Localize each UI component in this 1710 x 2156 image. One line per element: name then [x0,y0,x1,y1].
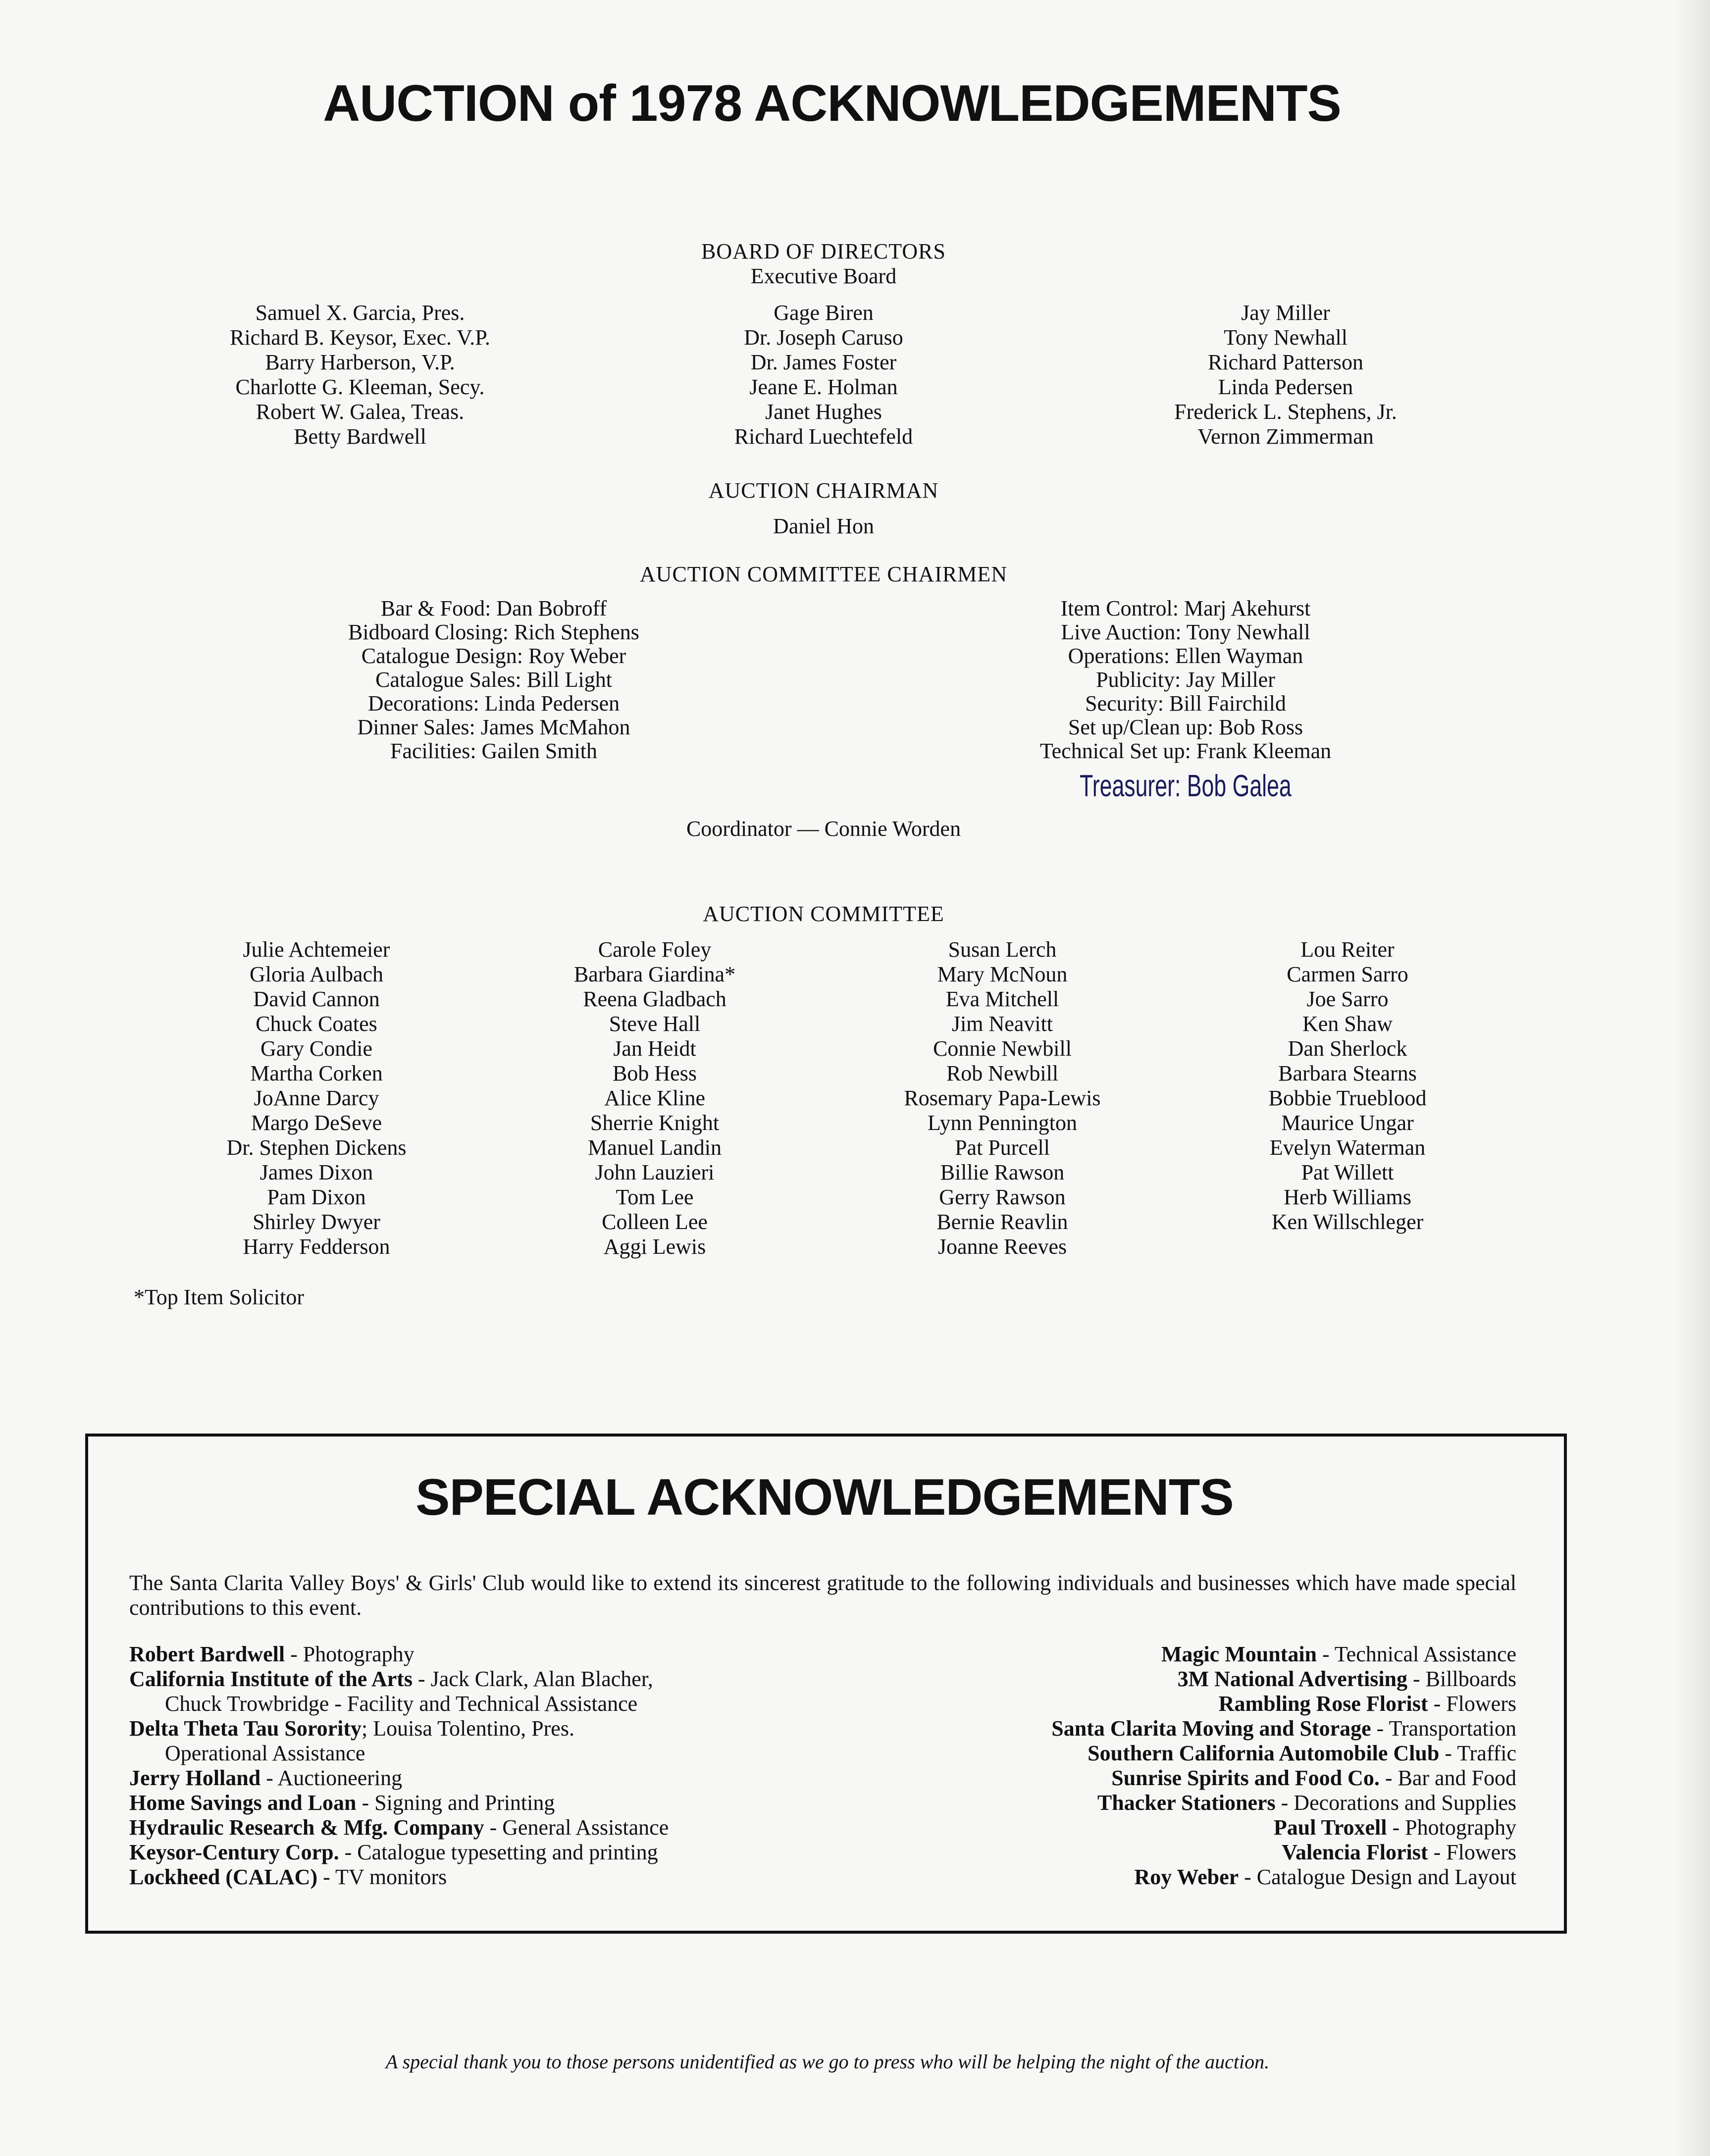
contribution-description: - Flowers [1428,1692,1516,1716]
list-item: Gage Biren [774,301,874,325]
list-item: Alice Kline [604,1086,706,1110]
board-column-2 [601,301,1046,449]
committee-chairmen-heading: AUCTION COMMITTEE CHAIRMEN [639,562,1008,586]
list-item: Maurice Ungar [1281,1111,1414,1135]
list-item: Billie Rawson [940,1160,1065,1184]
acknowledgement-item [1051,1791,1516,1815]
list-item: Janet Hughes [765,400,882,424]
committee-heading: AUCTION COMMITTEE [703,902,944,926]
list-item: Carole Foley [598,937,712,962]
special-intro: The Santa Clarita Valley Boys' & Girls' Club would like to extend its sincerest gratitude to the following individuals and businesses which have made special contributions to this event. [129,1571,1516,1620]
board-column-1 [137,301,583,449]
contributor-name: Santa Clarita Moving and Storage [1051,1716,1371,1741]
list-item: Frederick L. Stephens, Jr. [1174,400,1397,424]
list-item: Tony Newhall [1224,325,1347,350]
acknowledgement-item [1051,1692,1516,1716]
list-item: Ken Willschleger [1271,1210,1424,1234]
treasurer-line: Treasurer: Bob Galea [1080,769,1292,803]
acknowledgement-item [129,1791,669,1815]
page-edge-shadow [1675,0,1710,2156]
acknowledgement-item [1051,1766,1516,1791]
list-item: Lou Reiter [1300,937,1395,962]
contribution-description: - Auctioneering [260,1766,403,1790]
list-item: Mary McNoun [937,962,1068,986]
contributor-name: Valencia Florist [1282,1840,1428,1864]
list-item: Charlotte G. Kleeman, Secy. [235,375,485,399]
acknowledgement-item [1051,1741,1516,1766]
list-item: Vernon Zimmerman [1197,424,1374,449]
list-item: Steve Hall [609,1012,701,1036]
list-item: Bar & Food: Dan Bobroff [380,596,607,620]
list-item: Barbara Stearns [1278,1061,1417,1085]
acknowledgement-item [129,1642,669,1667]
chairman-heading: AUCTION CHAIRMAN [708,478,939,503]
committee-footnote: *Top Item Solicitor [134,1285,304,1309]
list-item: Richard B. Keysor, Exec. V.P. [230,325,490,350]
list-item: Sherrie Knight [590,1111,720,1135]
list-item: Rob Newbill [946,1061,1059,1085]
acknowledgement-item [129,1766,669,1791]
list-item: James Dixon [259,1160,373,1184]
list-item: Connie Newbill [933,1036,1072,1061]
list-item: Harry Fedderson [243,1234,390,1259]
acknowledgement-item [129,1815,669,1840]
list-item: Jeane E. Holman [749,375,898,399]
list-item: Betty Bardwell [294,424,426,449]
contributor-name: Rambling Rose Florist [1218,1692,1428,1716]
contribution-description: - Catalogue typesetting and printing [339,1840,658,1864]
special-right-list [1051,1642,1516,1890]
list-item: Margo DeSeve [251,1111,382,1135]
chairman-name: Daniel Hon [773,514,875,538]
treasurer-line-wrap [938,769,1433,804]
list-item: Pat Willett [1301,1160,1394,1184]
acknowledgement-item [129,1716,669,1741]
list-item: Robert W. Galea, Treas. [256,400,465,424]
list-item: Carmen Sarro [1287,962,1408,986]
acknowledgement-item [1051,1840,1516,1865]
list-item: Reena Gladbach [583,987,726,1011]
list-item: Bidboard Closing: Rich Stephens [348,620,639,644]
list-item: JoAnne Darcy [254,1086,379,1110]
contribution-description: Operational Assistance [165,1741,365,1765]
list-item: Barbara Giardina* [573,962,736,986]
list-item: Jim Neavitt [951,1012,1053,1036]
board-heading: BOARD OF DIRECTORS [701,239,946,263]
list-item: Jan Heidt [613,1036,696,1061]
list-item: Pam Dixon [267,1185,366,1209]
contributor-name: Jerry Holland [129,1766,261,1790]
acknowledgement-item [1051,1667,1516,1692]
list-item: Ken Shaw [1302,1012,1393,1036]
contribution-description: - Signing and Printing [356,1791,555,1815]
contribution-description: - Billboards [1407,1667,1516,1691]
contributor-name: Delta Theta Tau Sorority [129,1716,362,1741]
list-item: Dan Sherlock [1288,1036,1407,1061]
acknowledgement-item [1051,1642,1516,1667]
acknowledgement-item [129,1741,669,1766]
contribution-description: - Bar and Food [1379,1766,1516,1790]
list-item: Tom Lee [616,1185,694,1209]
list-item: Pat Purcell [955,1135,1050,1160]
list-item: Gerry Rawson [939,1185,1066,1209]
committee-column-4 [1125,937,1570,1234]
list-item: Security: Bill Fairchild [1085,691,1286,716]
contribution-description: - Flowers [1428,1840,1516,1864]
contribution-description: - Traffic [1439,1741,1516,1765]
list-item: Decorations: Linda Pedersen [367,691,620,716]
contributor-name: Hydraulic Research & Mfg. Company [129,1815,484,1840]
list-item: Richard Luechtefeld [734,424,913,449]
contributor-name: Thacker Stationers [1097,1791,1276,1815]
list-item: Martha Corken [250,1061,383,1085]
contributor-name: Paul Troxell [1273,1815,1387,1840]
contributor-name: Robert Bardwell [129,1642,285,1666]
list-item: Dr. Stephen Dickens [226,1135,407,1160]
contribution-description: - Photography [285,1642,415,1666]
list-item: Bernie Reavlin [936,1210,1068,1234]
list-item: Colleen Lee [602,1210,708,1234]
chairmen-right-list [938,597,1433,763]
list-item: Item Control: Marj Akehurst [1060,596,1311,620]
acknowledgement-item [129,1840,669,1865]
contributor-name: Magic Mountain [1161,1642,1317,1666]
list-item: Bob Hess [613,1061,697,1085]
coordinator-line: Coordinator — Connie Worden [686,817,961,841]
list-item: Bobbie Trueblood [1268,1086,1427,1110]
contributor-name: Home Savings and Loan [129,1791,357,1815]
acknowledgement-item [1051,1865,1516,1890]
list-item: Live Auction: Tony Newhall [1061,620,1310,644]
list-item: Samuel X. Garcia, Pres. [255,301,465,325]
list-item: Gloria Aulbach [249,962,384,986]
contributor-name: California Institute of the Arts [129,1667,413,1691]
list-item: Lynn Pennington [928,1111,1077,1135]
contributor-name: 3M National Advertising [1177,1667,1408,1691]
list-item: Jay Miller [1241,301,1330,325]
contributor-name: Sunrise Spirits and Food Co. [1111,1766,1380,1790]
list-item: Gary Condie [260,1036,373,1061]
acknowledgement-item [1051,1716,1516,1741]
contribution-description: - TV monitors [317,1865,447,1889]
list-item: Barry Harberson, V.P. [265,350,455,374]
list-item: Susan Lerch [948,937,1057,962]
contribution-description: - Catalogue Design and Layout [1239,1865,1516,1889]
page-title: AUCTION of 1978 ACKNOWLEDGEMENTS [323,75,1341,132]
acknowledgement-item [129,1865,669,1890]
list-item: Herb Williams [1284,1185,1411,1209]
contributor-name: Keysor-Century Corp. [129,1840,339,1864]
contribution-description: - Decorations and Supplies [1275,1791,1516,1815]
list-item: Catalogue Sales: Bill Light [375,667,612,692]
contribution-description: - General Assistance [484,1815,669,1840]
contribution-description: - Transportation [1371,1716,1516,1741]
list-item: Chuck Coates [256,1012,377,1036]
list-item: Facilities: Gailen Smith [390,739,597,763]
board-column-3 [1063,301,1508,449]
list-item: David Cannon [253,987,380,1011]
list-item: Eva Mitchell [945,987,1059,1011]
list-item: Evelyn Waterman [1269,1135,1426,1160]
list-item: Dr. Joseph Caruso [744,325,903,350]
contributor-name: Roy Weber [1134,1865,1239,1889]
contribution-description: - Jack Clark, Alan Blacher, [412,1667,653,1691]
special-title: SPECIAL ACKNOWLEDGEMENTS [415,1469,1234,1526]
list-item: Technical Set up: Frank Kleeman [1039,739,1332,763]
list-item: Dr. James Foster [750,350,897,374]
contribution-description: - Technical Assistance [1317,1642,1516,1666]
acknowledgement-item [129,1667,669,1692]
contribution-description: ; Louisa Tolentino, Pres. [361,1716,574,1741]
acknowledgement-item [1051,1815,1516,1840]
footer-note: A special thank you to those persons unidentified as we go to press who will be helping the night of the auction. [385,2051,1270,2073]
list-item: Set up/Clean up: Bob Ross [1068,715,1303,739]
acknowledgement-item [129,1692,669,1716]
list-item: John Lauzieri [595,1160,715,1184]
list-item: Manuel Landin [587,1135,722,1160]
list-item: Joanne Reeves [937,1234,1067,1259]
list-item: Operations: Ellen Wayman [1068,644,1303,668]
contributor-name: Lockheed (CALAC) [129,1865,318,1889]
board-subheading: Executive Board [750,264,897,288]
list-item: Catalogue Design: Roy Weber [361,644,626,668]
special-left-list [129,1642,669,1890]
chairmen-left-list [246,597,741,763]
list-item: Linda Pedersen [1218,375,1353,399]
list-item: Julie Achtemeier [243,937,390,962]
contributor-name: Southern California Automobile Club [1088,1741,1440,1765]
contribution-description: - Photography [1387,1815,1516,1840]
list-item: Dinner Sales: James McMahon [357,715,630,739]
list-item: Shirley Dwyer [253,1210,380,1234]
list-item: Publicity: Jay Miller [1096,667,1275,692]
list-item: Joe Sarro [1306,987,1389,1011]
list-item: Richard Patterson [1207,350,1364,374]
list-item: Rosemary Papa-Lewis [904,1086,1101,1110]
contribution-description: Chuck Trowbridge - Facility and Technical Assistance [165,1692,638,1716]
list-item: Aggi Lewis [603,1234,706,1259]
